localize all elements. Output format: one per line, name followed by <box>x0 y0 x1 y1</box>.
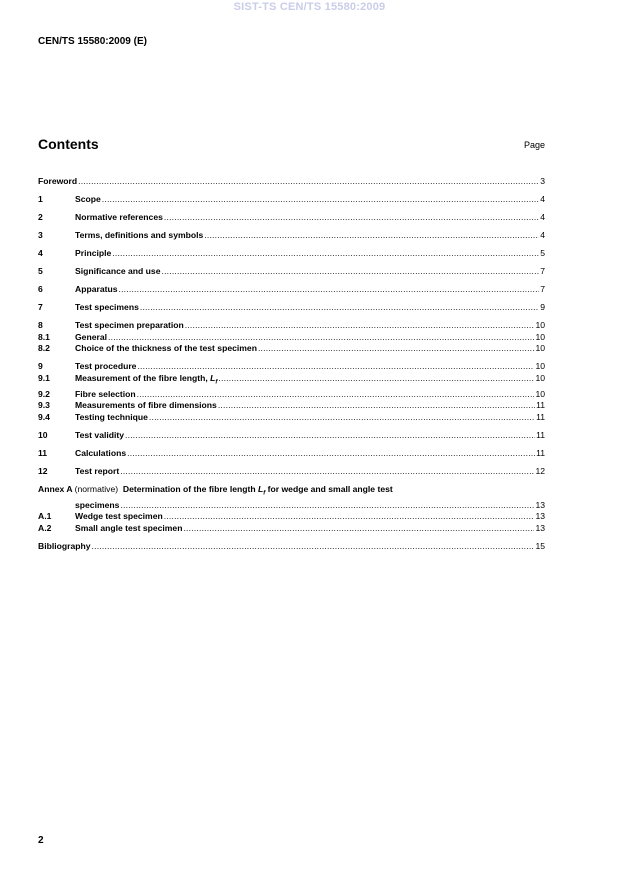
toc-number: 11 <box>38 447 48 458</box>
toc-entry-12[interactable] <box>38 466 545 478</box>
annex-title-part1: Determination of the fibre length <box>122 483 258 494</box>
toc-page: 10 <box>535 343 545 353</box>
leader-dots <box>140 302 539 314</box>
toc-page: 7 <box>540 266 545 276</box>
toc-page: 10 <box>535 388 545 399</box>
leader-dots <box>92 541 535 553</box>
toc-number: 8.2 <box>38 343 50 353</box>
toc-number: 9.2 <box>38 388 50 399</box>
toc-page: 10 <box>535 320 545 330</box>
toc-number: 3 <box>38 230 43 240</box>
watermark: SIST-TS CEN/TS 15580:2009 <box>233 1 386 13</box>
annex-label: Annex A <box>38 483 73 494</box>
toc-entry-foreword[interactable] <box>38 176 545 188</box>
toc-title: Test validity <box>75 429 125 440</box>
toc-title: Normative references <box>75 212 163 222</box>
toc-page: 11 <box>536 447 545 458</box>
toc-number: 9 <box>38 361 43 371</box>
toc-entry-annex-a-cont[interactable] <box>38 500 545 512</box>
toc-page: 13 <box>535 522 545 533</box>
toc-title: Test report <box>75 465 120 476</box>
leader-dots <box>164 511 535 523</box>
toc-title: Test specimens <box>75 302 139 312</box>
subscript-f: f <box>215 379 218 386</box>
toc-page: 5 <box>540 248 545 258</box>
toc-number: 8.1 <box>38 331 50 342</box>
toc-title: Foreword <box>38 176 78 186</box>
leader-dots <box>137 361 534 373</box>
toc-entry-annex-a[interactable] <box>38 484 545 500</box>
symbol-L: L <box>258 483 264 494</box>
annex-normative: (normative) <box>74 483 119 494</box>
toc-title: Small angle test specimen <box>75 522 183 533</box>
toc-title: Testing technique <box>75 411 148 422</box>
toc-page: 13 <box>535 499 545 510</box>
toc-title: Significance and use <box>75 266 161 276</box>
leader-dots <box>78 176 539 188</box>
toc-entry-9-3[interactable] <box>38 400 545 412</box>
toc-title: Apparatus <box>75 284 118 294</box>
toc-number: 5 <box>38 266 43 276</box>
toc-entry-9[interactable] <box>38 361 545 373</box>
toc-page: 10 <box>535 372 545 383</box>
leader-dots <box>204 230 539 242</box>
toc-number: 2 <box>38 212 43 222</box>
document-id: CEN/TS 15580:2009 (E) <box>38 36 147 47</box>
leader-dots <box>127 448 535 460</box>
annex-title-part2: for wedge and small angle test <box>265 483 393 494</box>
toc-page: 4 <box>540 194 545 204</box>
toc-page: 10 <box>535 331 545 342</box>
toc-number: 7 <box>38 302 43 312</box>
toc-number: 8 <box>38 320 43 330</box>
toc-number: 9.3 <box>38 400 50 411</box>
toc-page: 10 <box>535 361 545 371</box>
leader-dots <box>120 500 534 512</box>
leader-dots <box>112 248 539 260</box>
toc-entry-1[interactable] <box>38 194 545 206</box>
toc-entry-4[interactable] <box>38 248 545 260</box>
toc-entry-a-2[interactable] <box>38 523 545 535</box>
contents-heading: Contents <box>38 136 99 152</box>
toc-title: Terms, definitions and symbols <box>75 230 204 240</box>
toc-entry-8[interactable] <box>38 320 545 332</box>
toc-entry-bibliography[interactable] <box>38 541 545 553</box>
toc-number: 9.1 <box>38 372 50 383</box>
leader-dots <box>120 466 534 478</box>
toc-title-text: Measurement of the fibre length, <box>75 372 211 383</box>
toc-entry-8-1[interactable] <box>38 332 545 344</box>
toc-title: specimens <box>75 499 120 510</box>
leader-dots <box>108 332 534 344</box>
leader-dots <box>125 430 535 442</box>
toc-page: 11 <box>536 411 545 422</box>
subscript-f: f <box>263 490 266 497</box>
toc-entry-7[interactable] <box>38 302 545 314</box>
symbol-L: L <box>210 372 216 383</box>
toc-entry-3[interactable] <box>38 230 545 242</box>
toc-title: Fibre selection <box>75 388 136 399</box>
toc-entry-5[interactable] <box>38 266 545 278</box>
toc-number: 6 <box>38 284 43 294</box>
toc-page: 11 <box>536 429 545 440</box>
toc-page: 12 <box>535 465 545 476</box>
toc-number: 12 <box>38 465 48 476</box>
toc-number: 1 <box>38 194 43 204</box>
toc-entry-11[interactable] <box>38 448 545 460</box>
toc-entry-2[interactable] <box>38 212 545 224</box>
leader-dots <box>258 343 534 355</box>
toc-page: 15 <box>535 540 545 551</box>
toc-entry-9-4[interactable] <box>38 412 545 424</box>
toc-title: Measurements of fibre dimensions <box>75 400 217 411</box>
toc-number: 9.4 <box>38 411 50 422</box>
toc-page: 7 <box>540 284 545 294</box>
toc-title: Scope <box>75 194 101 204</box>
toc-title: Test procedure <box>75 361 137 371</box>
toc-number: 4 <box>38 248 43 258</box>
leader-dots <box>218 400 535 412</box>
leader-dots <box>185 320 535 332</box>
toc-title: General <box>75 331 108 342</box>
toc-entry-9-2[interactable] <box>38 389 545 401</box>
leader-dots <box>149 412 535 424</box>
leader-dots <box>119 284 540 296</box>
toc-title: Wedge test specimen <box>75 511 163 522</box>
leader-dots <box>137 389 535 401</box>
page-number: 2 <box>38 835 44 846</box>
leader-dots <box>102 194 539 206</box>
page-column-heading: Page <box>523 140 545 150</box>
toc-entry-8-2[interactable] <box>38 343 545 355</box>
toc-title: Test specimen preparation <box>75 320 184 330</box>
leader-dots <box>183 523 534 535</box>
toc-entry-a-1[interactable] <box>38 511 545 523</box>
leader-dots <box>218 373 534 385</box>
toc-entry-10[interactable] <box>38 430 545 442</box>
toc-page: 9 <box>540 302 545 312</box>
toc-title: Principle <box>75 248 112 258</box>
toc-number: A.2 <box>38 522 52 533</box>
toc-page: 4 <box>540 230 545 240</box>
toc-page: 11 <box>536 400 545 411</box>
leader-dots <box>164 212 539 224</box>
toc-page: 13 <box>535 511 545 522</box>
toc-number: A.1 <box>38 511 52 522</box>
toc-title: Bibliography <box>38 540 91 551</box>
table-of-contents <box>38 176 545 552</box>
toc-title <box>75 373 217 389</box>
toc-title: Calculations <box>75 447 127 458</box>
toc-page: 3 <box>540 176 545 186</box>
toc-title: Choice of the thickness of the test specimen <box>75 343 257 353</box>
toc-number: 10 <box>38 429 48 440</box>
toc-entry-6[interactable] <box>38 284 545 296</box>
toc-entry-9-1[interactable] <box>38 373 545 389</box>
toc-page: 4 <box>540 212 545 222</box>
leader-dots <box>161 266 539 278</box>
